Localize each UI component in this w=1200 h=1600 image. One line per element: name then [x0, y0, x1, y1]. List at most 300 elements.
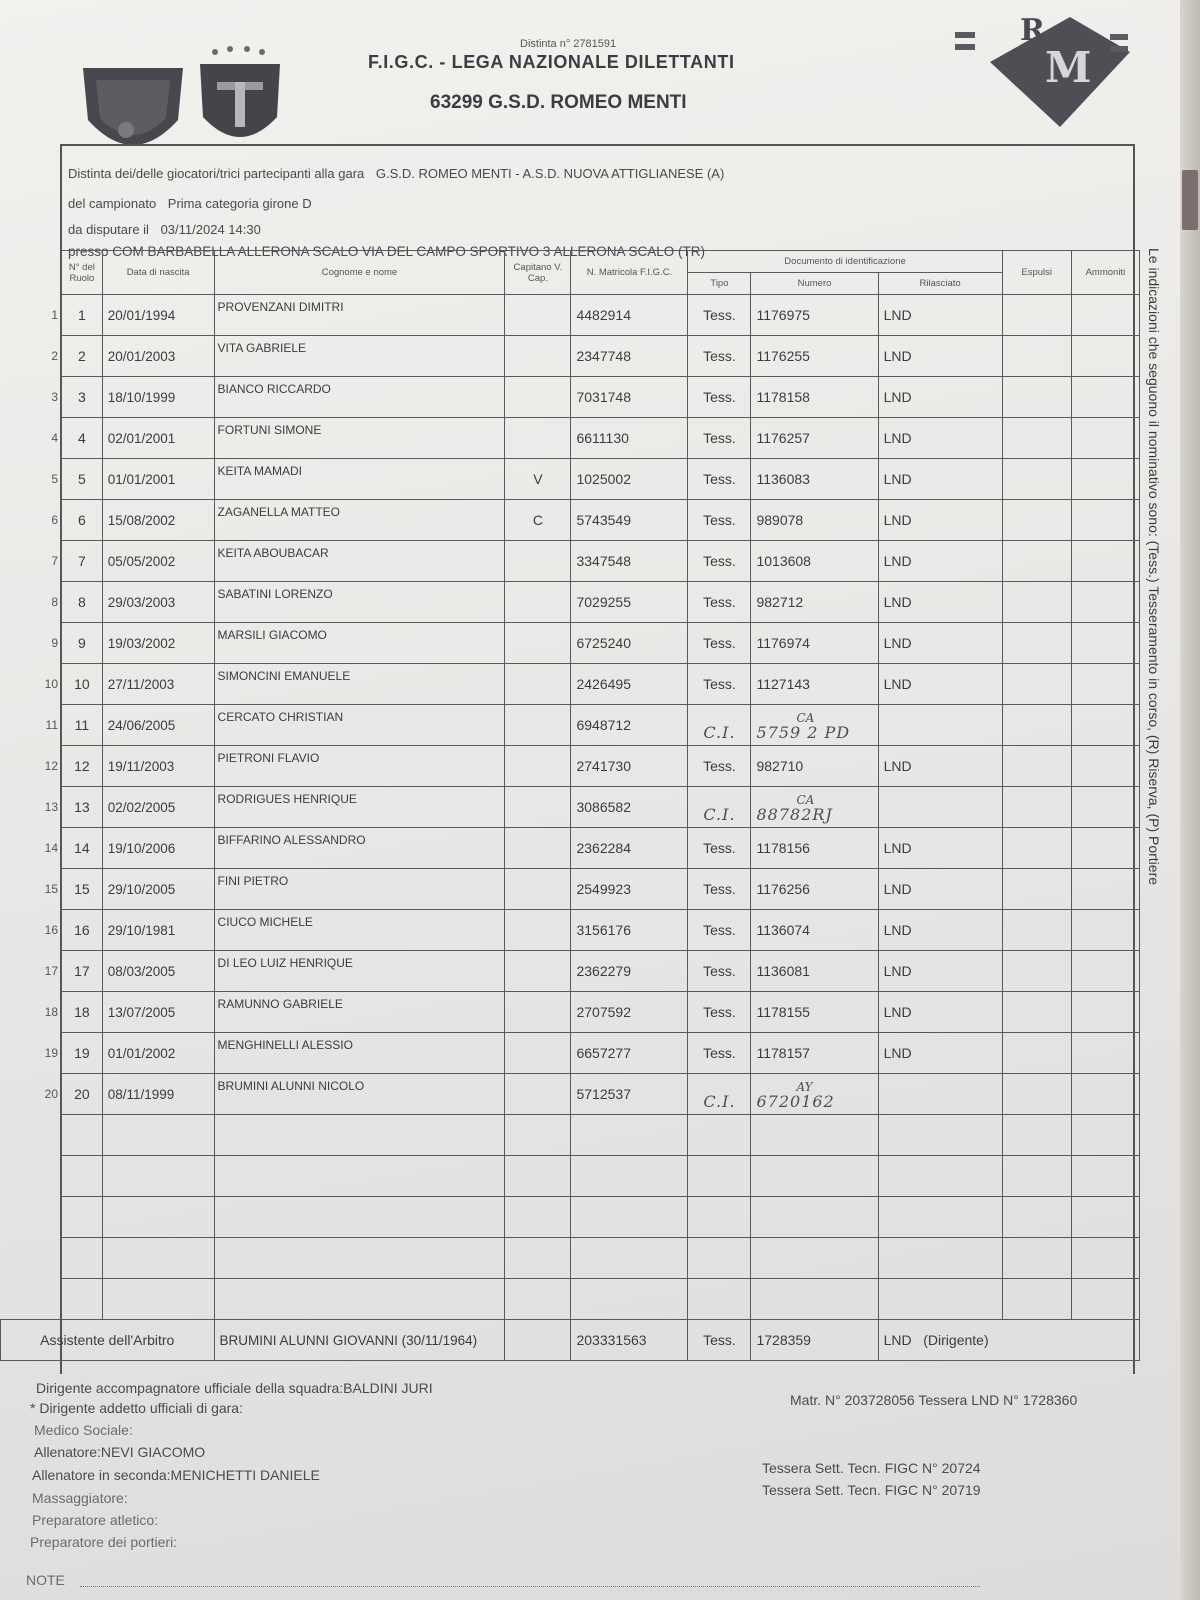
player-doc-numero: 1178157	[751, 1033, 878, 1074]
player-ammoniti	[1071, 377, 1139, 418]
footer-medico: Medico Sociale:	[34, 1422, 133, 1438]
player-ruolo: 6	[62, 500, 103, 541]
player-row	[1, 623, 1140, 664]
note-line	[80, 1586, 980, 1587]
player-doc-numero: 1176974	[751, 623, 878, 664]
player-ruolo: 7	[62, 541, 103, 582]
player-doc-numero: 1176975	[751, 295, 878, 336]
col-nascita: Data di nascita	[102, 251, 214, 295]
paper-edge	[1180, 0, 1200, 1600]
side-legend	[1146, 248, 1162, 1008]
player-ruolo: 3	[62, 377, 103, 418]
player-nascita: 05/05/2002	[102, 541, 214, 582]
player-espulsi	[1002, 910, 1071, 951]
player-ruolo: 9	[62, 623, 103, 664]
player-matricola: 2362279	[571, 951, 688, 992]
player-doc-numero: 1013608	[751, 541, 878, 582]
footer-preparatore: Preparatore atletico:	[32, 1512, 159, 1528]
player-doc-tipo: Tess.	[688, 500, 751, 541]
player-matricola: 2707592	[571, 992, 688, 1033]
player-nome: CIUCO MICHELE	[214, 910, 505, 951]
player-doc-tipo	[688, 705, 751, 746]
player-doc-tipo: Tess.	[688, 377, 751, 418]
player-nome: KEITA MAMADI	[214, 459, 505, 500]
col-ruolo: N° del Ruolo	[62, 251, 103, 295]
player-doc-numero: 1176256	[751, 869, 878, 910]
player-matricola: 5743549	[571, 500, 688, 541]
player-row	[1, 1033, 1140, 1074]
player-row	[1, 664, 1140, 705]
player-nascita: 13/07/2005	[102, 992, 214, 1033]
player-ruolo: 8	[62, 582, 103, 623]
footer-massaggiatore: Massaggiatore:	[32, 1490, 128, 1506]
player-row	[1, 910, 1140, 951]
player-doc-rilasciato: LND	[878, 992, 1002, 1033]
player-row	[1, 746, 1140, 787]
player-doc-numero	[751, 705, 878, 746]
player-ammoniti	[1071, 336, 1139, 377]
player-espulsi	[1002, 623, 1071, 664]
col-numero: Numero	[751, 273, 878, 295]
player-doc-rilasciato: LND	[878, 746, 1002, 787]
player-ruolo: 18	[62, 992, 103, 1033]
player-ammoniti	[1071, 623, 1139, 664]
handwritten-doc-type: C.I.	[703, 723, 736, 742]
footer-note-label: NOTE	[26, 1572, 65, 1588]
player-doc-tipo: Tess.	[688, 910, 751, 951]
player-doc-tipo: Tess.	[688, 992, 751, 1033]
player-doc-tipo: Tess.	[688, 459, 751, 500]
player-nome: ZAGANELLA MATTEO	[214, 500, 505, 541]
col-capitano: Capitano V. Cap.	[505, 251, 571, 295]
row-index: 12	[44, 759, 59, 773]
player-doc-tipo: Tess.	[688, 664, 751, 705]
player-nascita: 02/02/2005	[102, 787, 214, 828]
player-doc-rilasciato: LND	[878, 951, 1002, 992]
player-doc-tipo: Tess.	[688, 1033, 751, 1074]
handwritten-doc-prefix: CA	[796, 711, 815, 725]
player-doc-rilasciato: LND	[878, 828, 1002, 869]
player-matricola: 7031748	[571, 377, 688, 418]
player-doc-rilasciato: LND	[878, 1033, 1002, 1074]
player-nascita: 02/01/2001	[102, 418, 214, 459]
player-nome: VITA GABRIELE	[214, 336, 505, 377]
player-capitano	[505, 869, 571, 910]
player-ruolo: 17	[62, 951, 103, 992]
player-espulsi	[1002, 295, 1071, 336]
player-ruolo: 19	[62, 1033, 103, 1074]
table-header-row-top	[1, 251, 1140, 273]
player-matricola: 6657277	[571, 1033, 688, 1074]
player-doc-tipo: Tess.	[688, 869, 751, 910]
player-doc-rilasciato	[878, 705, 1002, 746]
player-ruolo: 10	[62, 664, 103, 705]
player-doc-tipo	[688, 1074, 751, 1115]
player-capitano: V	[505, 459, 571, 500]
footer-preparatore-portieri: Preparatore dei portieri:	[30, 1534, 178, 1550]
player-espulsi	[1002, 582, 1071, 623]
player-espulsi	[1002, 705, 1071, 746]
player-row	[1, 705, 1140, 746]
player-nascita: 20/01/2003	[102, 336, 214, 377]
row-index: 3	[51, 390, 59, 404]
player-nome: CERCATO CHRISTIAN	[214, 705, 505, 746]
player-ruolo: 4	[62, 418, 103, 459]
player-doc-rilasciato: LND	[878, 623, 1002, 664]
player-nascita: 01/01/2001	[102, 459, 214, 500]
outer-header-blank-2	[1, 273, 62, 295]
player-ammoniti	[1071, 828, 1139, 869]
info-gara-label: Distinta dei/delle giocatori/trici partecipanti alla gara	[68, 166, 365, 181]
player-doc-numero: 1178156	[751, 828, 878, 869]
player-doc-numero: 1136083	[751, 459, 878, 500]
player-row	[1, 787, 1140, 828]
player-doc-numero	[751, 787, 878, 828]
player-nascita: 29/03/2003	[102, 582, 214, 623]
row-index: 5	[51, 472, 59, 486]
player-doc-rilasciato: LND	[878, 295, 1002, 336]
player-nome: DI LEO LUIZ HENRIQUE	[214, 951, 505, 992]
info-campionato-value: Prima categoria girone D	[167, 196, 312, 211]
col-matricola: N. Matricola F.I.G.C.	[571, 251, 688, 295]
player-row	[1, 418, 1140, 459]
handwritten-doc-type: C.I.	[703, 805, 736, 824]
player-doc-tipo: Tess.	[688, 623, 751, 664]
player-doc-numero	[751, 1074, 878, 1115]
empty-row	[1, 1279, 1140, 1320]
player-matricola: 6725240	[571, 623, 688, 664]
player-nascita: 19/11/2003	[102, 746, 214, 787]
player-nascita: 15/08/2002	[102, 500, 214, 541]
player-row	[1, 582, 1140, 623]
player-matricola: 3156176	[571, 910, 688, 951]
player-matricola: 5712537	[571, 1074, 688, 1115]
player-ammoniti	[1071, 746, 1139, 787]
distinta-number: Distinta n° 2781591	[520, 38, 617, 50]
player-ammoniti	[1071, 459, 1139, 500]
player-nome: RODRIGUES HENRIQUE	[214, 787, 505, 828]
player-nascita: 20/01/1994	[102, 295, 214, 336]
player-ruolo: 16	[62, 910, 103, 951]
player-doc-rilasciato: LND	[878, 500, 1002, 541]
player-doc-rilasciato: LND	[878, 377, 1002, 418]
player-doc-tipo: Tess.	[688, 828, 751, 869]
player-ammoniti	[1071, 992, 1139, 1033]
row-index: 15	[44, 882, 59, 896]
footer-addetto: * Dirigente addetto ufficiali di gara:	[30, 1400, 243, 1416]
rm-letter-m: M	[1045, 43, 1092, 92]
player-matricola: 2741730	[571, 746, 688, 787]
player-row	[1, 377, 1140, 418]
player-nascita: 18/10/1999	[102, 377, 214, 418]
player-ammoniti	[1071, 582, 1139, 623]
player-nascita: 08/11/1999	[102, 1074, 214, 1115]
player-row	[1, 295, 1140, 336]
player-doc-rilasciato: LND	[878, 910, 1002, 951]
player-espulsi	[1002, 869, 1071, 910]
handwritten-doc-prefix: AY	[796, 1080, 813, 1094]
player-doc-numero: 1176255	[751, 336, 878, 377]
handwritten-doc-prefix: CA	[796, 793, 815, 807]
player-ammoniti	[1071, 910, 1139, 951]
player-doc-rilasciato: LND	[878, 459, 1002, 500]
player-row	[1, 500, 1140, 541]
player-row	[1, 541, 1140, 582]
player-nome: MENGHINELLI ALESSIO	[214, 1033, 505, 1074]
player-capitano	[505, 541, 571, 582]
player-espulsi	[1002, 951, 1071, 992]
empty-row	[1, 1156, 1140, 1197]
player-row	[1, 1074, 1140, 1115]
row-index: 7	[51, 554, 59, 568]
info-data-label: da disputare il	[68, 222, 149, 237]
player-row	[1, 828, 1140, 869]
player-doc-numero: 989078	[751, 500, 878, 541]
player-ammoniti	[1071, 664, 1139, 705]
player-row	[1, 459, 1140, 500]
player-capitano	[505, 336, 571, 377]
player-nascita: 27/11/2003	[102, 664, 214, 705]
player-ammoniti	[1071, 1074, 1139, 1115]
player-capitano	[505, 377, 571, 418]
player-nascita: 08/03/2005	[102, 951, 214, 992]
row-index: 6	[51, 513, 59, 527]
player-row	[1, 951, 1140, 992]
player-espulsi	[1002, 541, 1071, 582]
outer-header-blank	[1, 251, 62, 273]
player-espulsi	[1002, 992, 1071, 1033]
footer-allenatore: Allenatore:NEVI GIACOMO	[34, 1444, 206, 1460]
player-doc-rilasciato: LND	[878, 541, 1002, 582]
player-ruolo: 11	[62, 705, 103, 746]
row-index: 9	[51, 636, 59, 650]
info-line-data	[68, 222, 261, 237]
assistente-nome: BRUMINI ALUNNI GIOVANNI (30/11/1964)	[214, 1320, 505, 1361]
col-rilasciato: Rilasciato	[878, 273, 1002, 295]
player-ruolo: 13	[62, 787, 103, 828]
player-matricola: 2347748	[571, 336, 688, 377]
player-doc-rilasciato: LND	[878, 336, 1002, 377]
player-nome: RAMUNNO GABRIELE	[214, 992, 505, 1033]
edge-tab	[1182, 170, 1198, 230]
handwritten-doc-type: C.I.	[703, 1092, 736, 1111]
row-index: 11	[45, 718, 59, 732]
assistente-matricola: 203331563	[571, 1320, 688, 1361]
player-nome: SABATINI LORENZO	[214, 582, 505, 623]
col-documento: Documento di identificazione	[688, 251, 1002, 273]
row-index: 20	[44, 1087, 59, 1101]
info-line-campionato	[68, 196, 312, 211]
roster-table	[0, 250, 1140, 1361]
row-index: 8	[51, 595, 59, 609]
assistente-row	[1, 1320, 1140, 1361]
player-nome: FINI PIETRO	[214, 869, 505, 910]
footer-allenatore-seconda: Allenatore in seconda:MENICHETTI DANIELE	[32, 1467, 320, 1483]
player-capitano	[505, 992, 571, 1033]
info-gara-value: G.S.D. ROMEO MENTI - A.S.D. NUOVA ATTIGLIANESE (A)	[375, 166, 725, 181]
player-doc-numero: 1127143	[751, 664, 878, 705]
info-campionato-label: del campionato	[68, 196, 157, 211]
footer-dirigente: Dirigente accompagnatore ufficiale della squadra:BALDINI JURI	[36, 1380, 433, 1396]
player-doc-numero: 1178158	[751, 377, 878, 418]
player-capitano	[505, 787, 571, 828]
player-doc-numero: 1176257	[751, 418, 878, 459]
player-matricola: 7029255	[571, 582, 688, 623]
player-doc-numero: 982710	[751, 746, 878, 787]
player-doc-tipo: Tess.	[688, 336, 751, 377]
player-nascita: 19/10/2006	[102, 828, 214, 869]
row-index: 18	[44, 1005, 59, 1019]
handwritten-doc-number: 5759 2 PD	[756, 723, 851, 742]
player-capitano	[505, 623, 571, 664]
player-capitano	[505, 295, 571, 336]
player-ammoniti	[1071, 869, 1139, 910]
empty-row	[1, 1238, 1140, 1279]
player-ruolo: 5	[62, 459, 103, 500]
assistente-tipo: Tess.	[688, 1320, 751, 1361]
player-nome: BIFFARINO ALESSANDRO	[214, 828, 505, 869]
player-capitano	[505, 664, 571, 705]
player-espulsi	[1002, 377, 1071, 418]
row-index: 4	[51, 431, 59, 445]
player-capitano	[505, 746, 571, 787]
player-capitano	[505, 1033, 571, 1074]
player-doc-numero: 1136081	[751, 951, 878, 992]
player-matricola: 3347548	[571, 541, 688, 582]
player-espulsi	[1002, 418, 1071, 459]
row-index: 17	[44, 964, 59, 978]
player-matricola: 3086582	[571, 787, 688, 828]
player-capitano: C	[505, 500, 571, 541]
player-doc-tipo: Tess.	[688, 418, 751, 459]
row-index: 1	[51, 308, 59, 322]
player-ruolo: 1	[62, 295, 103, 336]
player-nome: FORTUNI SIMONE	[214, 418, 505, 459]
col-tipo: Tipo	[688, 273, 751, 295]
col-espulsi: Espulsi	[1002, 251, 1071, 295]
footer-allenatore-seconda-tessera: Tessera Sett. Tecn. FIGC N° 20719	[762, 1482, 981, 1498]
info-line-presso: presso COM BARBABELLA ALLERONA SCALO VIA DEL CAMPO SPORTIVO 3 ALLERONA SCALO (TR)	[68, 244, 705, 259]
player-nascita: 01/01/2002	[102, 1033, 214, 1074]
rm-letter-r: R	[1020, 13, 1045, 48]
player-espulsi	[1002, 1033, 1071, 1074]
player-capitano	[505, 828, 571, 869]
player-matricola: 6611130	[571, 418, 688, 459]
player-nome: BRUMINI ALUNNI NICOLO	[214, 1074, 505, 1115]
info-data-value: 03/11/2024 14:30	[160, 222, 261, 237]
player-doc-rilasciato: LND	[878, 418, 1002, 459]
player-espulsi	[1002, 500, 1071, 541]
side-legend-text: Le indicazioni che seguono il nominativo sono: (Tess.) Tesseramento in corso, (R) Riserva, (P) Portiere	[1146, 248, 1162, 886]
row-index: 10	[44, 677, 59, 691]
player-ammoniti	[1071, 951, 1139, 992]
player-nome: SIMONCINI EMANUELE	[214, 664, 505, 705]
footer-dirigente-matricola: Matr. N° 203728056 Tessera LND N° 1728360	[790, 1392, 1078, 1408]
player-ammoniti	[1071, 1033, 1139, 1074]
player-doc-numero: 1178155	[751, 992, 878, 1033]
player-espulsi	[1002, 787, 1071, 828]
player-doc-rilasciato	[878, 1074, 1002, 1115]
assistente-cap	[505, 1320, 571, 1361]
figc-logo	[195, 42, 285, 152]
row-index: 14	[44, 841, 59, 855]
player-doc-rilasciato: LND	[878, 869, 1002, 910]
player-row	[1, 869, 1140, 910]
roster-body	[1, 295, 1140, 1361]
empty-row	[1, 1197, 1140, 1238]
row-index: 2	[51, 349, 59, 363]
row-index: 19	[44, 1046, 59, 1060]
player-matricola: 2549923	[571, 869, 688, 910]
assistente-rilasciato: LND (Dirigente)	[878, 1320, 1139, 1361]
player-nascita: 19/03/2002	[102, 623, 214, 664]
player-ruolo: 15	[62, 869, 103, 910]
player-doc-numero: 982712	[751, 582, 878, 623]
player-nome: KEITA ABOUBACAR	[214, 541, 505, 582]
player-ammoniti	[1071, 418, 1139, 459]
player-doc-numero: 1136074	[751, 910, 878, 951]
player-espulsi	[1002, 336, 1071, 377]
empty-row	[1, 1115, 1140, 1156]
club-name: 63299 G.S.D. ROMEO MENTI	[430, 92, 687, 113]
player-ruolo: 14	[62, 828, 103, 869]
player-espulsi	[1002, 746, 1071, 787]
player-ruolo: 2	[62, 336, 103, 377]
player-capitano	[505, 1074, 571, 1115]
player-doc-rilasciato: LND	[878, 664, 1002, 705]
row-index: 16	[44, 923, 59, 937]
player-nome: PIETRONI FLAVIO	[214, 746, 505, 787]
col-ammoniti: Ammoniti	[1071, 251, 1139, 295]
row-index: 13	[44, 800, 59, 814]
player-matricola: 4482914	[571, 295, 688, 336]
player-row	[1, 992, 1140, 1033]
player-doc-tipo: Tess.	[688, 541, 751, 582]
player-capitano	[505, 910, 571, 951]
player-nascita: 29/10/1981	[102, 910, 214, 951]
player-doc-tipo: Tess.	[688, 746, 751, 787]
player-matricola: 2426495	[571, 664, 688, 705]
player-espulsi	[1002, 1074, 1071, 1115]
player-espulsi	[1002, 459, 1071, 500]
player-ruolo: 20	[62, 1074, 103, 1115]
player-doc-tipo: Tess.	[688, 582, 751, 623]
footer-allenatore-tessera: Tessera Sett. Tecn. FIGC N° 20724	[762, 1460, 981, 1476]
player-espulsi	[1002, 664, 1071, 705]
player-capitano	[505, 582, 571, 623]
player-ammoniti	[1071, 500, 1139, 541]
player-ammoniti	[1071, 541, 1139, 582]
player-ruolo: 12	[62, 746, 103, 787]
player-matricola: 6948712	[571, 705, 688, 746]
player-row	[1, 336, 1140, 377]
player-ammoniti	[1071, 787, 1139, 828]
player-espulsi	[1002, 828, 1071, 869]
player-doc-rilasciato	[878, 787, 1002, 828]
player-doc-tipo: Tess.	[688, 295, 751, 336]
player-matricola: 2362284	[571, 828, 688, 869]
player-capitano	[505, 705, 571, 746]
player-ammoniti	[1071, 705, 1139, 746]
player-nascita: 29/10/2005	[102, 869, 214, 910]
assistente-label: Assistente dell'Arbitro	[1, 1320, 215, 1361]
player-doc-rilasciato: LND	[878, 582, 1002, 623]
player-nome: PROVENZANI DIMITRI	[214, 295, 505, 336]
player-matricola: 1025002	[571, 459, 688, 500]
player-doc-tipo: Tess.	[688, 951, 751, 992]
romeo-menti-logo	[950, 12, 1150, 137]
player-doc-tipo	[688, 787, 751, 828]
